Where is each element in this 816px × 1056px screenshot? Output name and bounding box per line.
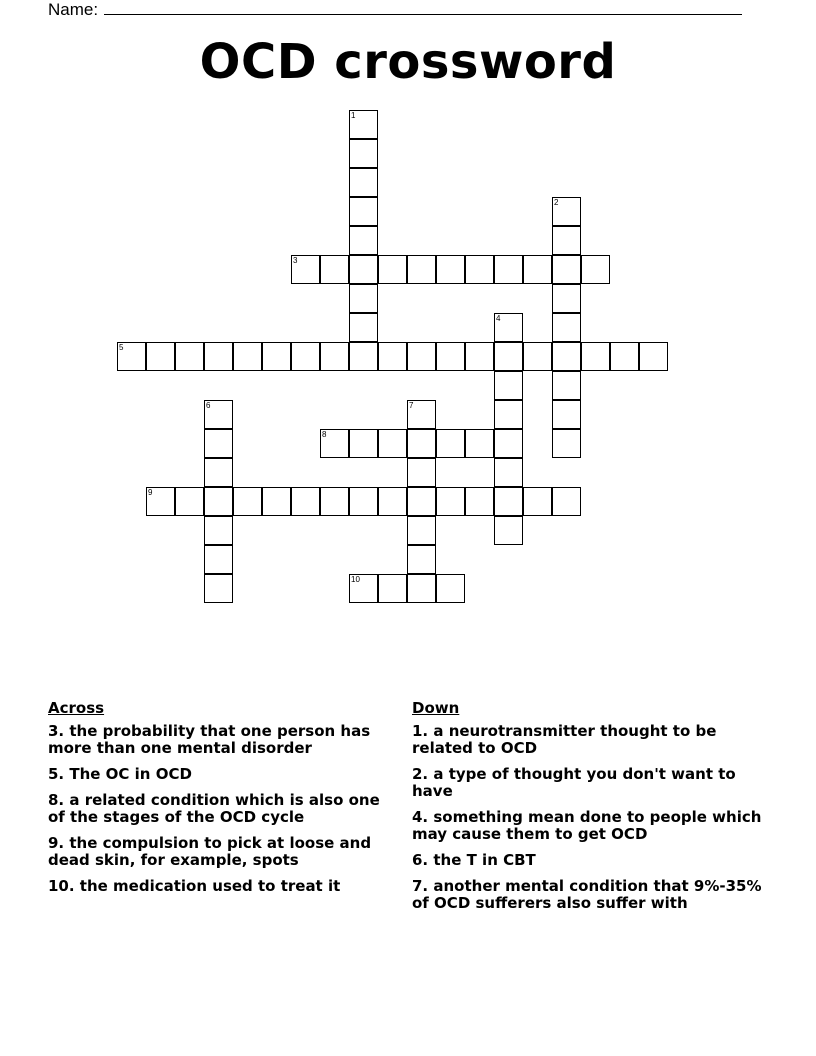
clue-text: something mean done to people which may cause them to get OCD [412,808,762,843]
clue-number: 1. [412,722,429,740]
down-clue-list [412,723,772,912]
grid-cell[interactable] [378,429,407,458]
grid-cell[interactable] [349,197,378,226]
grid-cell[interactable] [407,458,436,487]
grid-cell[interactable] [552,487,581,516]
cell-number: 5 [119,343,124,352]
across-heading: Across [48,699,105,717]
clue-text: the T in CBT [428,851,536,869]
grid-cell[interactable] [494,516,523,545]
grid-cell[interactable] [233,487,262,516]
grid-cell[interactable] [552,226,581,255]
grid-cell[interactable] [465,342,494,371]
grid-cell[interactable] [349,313,378,342]
cell-number: 3 [293,256,298,265]
grid-cell[interactable] [349,226,378,255]
grid-cell[interactable] [407,400,436,429]
grid-cell[interactable] [204,342,233,371]
grid-cell[interactable] [494,342,523,371]
cell-number: 10 [351,575,360,584]
clue-number: 4. [412,808,429,826]
grid-cell[interactable] [175,487,204,516]
grid-cell[interactable] [349,284,378,313]
clue-number: 6. [412,851,429,869]
clue-number: 7. [412,877,429,895]
clue-item [48,792,398,826]
grid-cell[interactable] [465,255,494,284]
grid-cell[interactable] [494,371,523,400]
grid-cell[interactable] [204,400,233,429]
clue-number: 10. [48,877,75,895]
grid-cell[interactable] [407,545,436,574]
grid-cell[interactable] [465,429,494,458]
grid-cell[interactable] [378,342,407,371]
clue-text: The OC in OCD [64,765,192,783]
grid-cell[interactable] [465,487,494,516]
grid-cell[interactable] [378,574,407,603]
grid-cell[interactable] [204,545,233,574]
grid-cell[interactable] [262,487,291,516]
grid-cell[interactable] [320,487,349,516]
grid-cell[interactable] [494,458,523,487]
clue-text: the medication used to treat it [74,877,341,895]
grid-cell[interactable] [204,429,233,458]
grid-cell[interactable] [436,487,465,516]
grid-cell[interactable] [552,400,581,429]
grid-cell[interactable] [349,487,378,516]
clue-text: a type of thought you don't want to have [412,765,736,800]
clue-item [412,878,772,912]
grid-cell[interactable] [552,313,581,342]
grid-cell[interactable] [204,458,233,487]
clue-number: 2. [412,765,429,783]
across-clue-list [48,723,398,895]
down-clues [412,700,772,921]
grid-cell[interactable] [378,487,407,516]
clue-text: another mental condition that 9%-35% of OCD sufferers also suffer with [412,877,762,912]
grid-cell[interactable] [552,371,581,400]
grid-cell[interactable] [146,487,175,516]
grid-cell[interactable] [523,255,552,284]
clue-number: 8. [48,791,65,809]
grid-cell[interactable] [320,342,349,371]
cell-number: 8 [322,430,327,439]
grid-cell[interactable] [436,255,465,284]
across-clues [48,700,398,904]
grid-cell[interactable] [349,574,378,603]
grid-cell[interactable] [581,255,610,284]
clue-text: the probability that one person has more than one mental disorder [48,722,371,757]
grid-cell[interactable] [204,516,233,545]
clue-item [412,766,772,800]
clue-text: a related condition which is also one of the stages of the OCD cycle [48,791,380,826]
grid-cell[interactable] [407,342,436,371]
grid-cell[interactable] [436,429,465,458]
grid-cell[interactable] [320,255,349,284]
grid-cell[interactable] [552,429,581,458]
clue-item [48,835,398,869]
grid-cell[interactable] [494,400,523,429]
grid-cell[interactable] [291,255,320,284]
clue-text: the compulsion to pick at loose and dead skin, for example, spots [48,834,372,869]
grid-cell[interactable] [552,284,581,313]
grid-cell[interactable] [204,487,233,516]
page-title: OCD crossword [199,34,617,90]
clue-item [412,809,772,843]
clue-item [48,723,398,757]
grid-cell[interactable] [407,255,436,284]
grid-cell[interactable] [146,342,175,371]
grid-cell[interactable] [552,255,581,284]
grid-cell[interactable] [639,342,668,371]
clue-number: 5. [48,765,65,783]
grid-cell[interactable] [407,487,436,516]
grid-cell[interactable] [610,342,639,371]
grid-cell[interactable] [552,197,581,226]
grid-cell[interactable] [233,342,262,371]
grid-cell[interactable] [349,168,378,197]
grid-cell[interactable] [407,429,436,458]
grid-cell[interactable] [494,487,523,516]
grid-cell[interactable] [349,342,378,371]
cell-number: 2 [554,198,559,207]
grid-cell[interactable] [494,313,523,342]
clue-item [412,723,772,757]
grid-cell[interactable] [349,110,378,139]
grid-cell[interactable] [407,516,436,545]
grid-cell[interactable] [291,342,320,371]
grid-cell[interactable] [523,342,552,371]
grid-cell[interactable] [552,342,581,371]
clue-item [412,852,772,869]
grid-cell[interactable] [291,487,320,516]
grid-cell[interactable] [320,429,349,458]
grid-cell[interactable] [581,342,610,371]
grid-cell[interactable] [117,342,146,371]
grid-cell[interactable] [494,429,523,458]
clue-number: 9. [48,834,65,852]
grid-cell[interactable] [378,255,407,284]
name-label: Name: [48,0,99,19]
clue-item [48,766,398,783]
cell-number: 1 [351,111,356,120]
clue-item [48,878,398,895]
grid-cell[interactable] [494,255,523,284]
clue-number: 3. [48,722,65,740]
clue-text: a neurotransmitter thought to be related to OCD [412,722,717,757]
grid-cell[interactable] [349,255,378,284]
grid-cell[interactable] [175,342,204,371]
grid-cell[interactable] [349,139,378,168]
grid-cell[interactable] [523,487,552,516]
grid-cell[interactable] [349,429,378,458]
grid-cell[interactable] [204,574,233,603]
grid-cell[interactable] [436,574,465,603]
down-heading: Down [412,699,460,717]
cell-number: 7 [409,401,414,410]
cell-number: 9 [148,488,153,497]
grid-cell[interactable] [407,574,436,603]
grid-cell[interactable] [436,342,465,371]
cell-number: 6 [206,401,211,410]
cell-number: 4 [496,314,501,323]
grid-cell[interactable] [262,342,291,371]
